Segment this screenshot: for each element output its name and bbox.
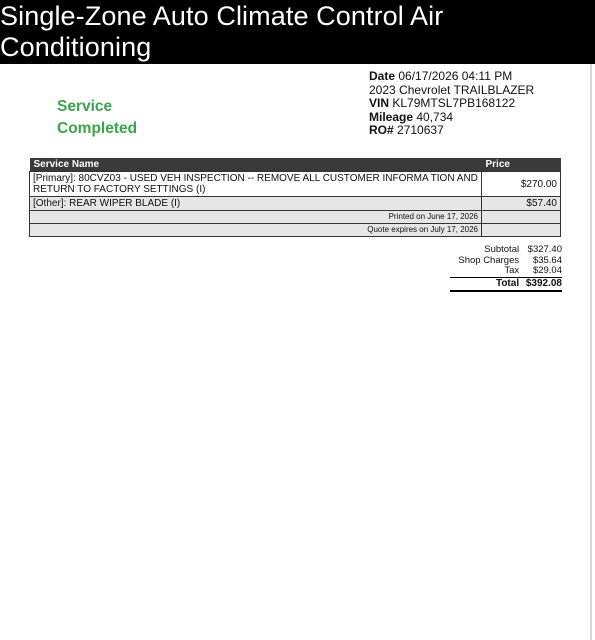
shop-charges-label: Shop Charges (458, 254, 520, 266)
vin-value: KL79MTSL7PB168122 (392, 96, 516, 110)
date-row (369, 70, 534, 84)
shop-charges-value: $35.64 (532, 254, 562, 266)
table-row (30, 172, 561, 197)
header-price: Price (482, 158, 561, 172)
service-name-cell: [Other]: REAR WIPER BLADE (I) (30, 197, 482, 211)
header-service-name: Service Name (30, 158, 482, 172)
subtotal-row (450, 245, 562, 256)
total-label: Total (450, 277, 519, 291)
printed-on-text: Printed on June 17, 2026 (30, 211, 482, 224)
quote-row (30, 224, 561, 237)
tax-label: Tax (504, 265, 520, 276)
mileage-label: Mileage (369, 109, 414, 124)
service-name-cell: [Primary]: 80CVZ03 - USED VEH INSPECTION -- REMOVE ALL CUSTOMER INFORMA TION AND RETURN TO FACTORY SETTINGS (I) (30, 172, 482, 197)
ro-label: RO# (369, 123, 394, 137)
mileage-row (369, 111, 534, 125)
ro-row (369, 124, 534, 138)
title-banner (0, 0, 595, 64)
totals-summary (450, 245, 562, 292)
vehicle-name: 2023 Chevrolet TRAILBLAZER (369, 82, 535, 97)
total-value: $392.08 (519, 277, 562, 291)
date-label: Date (369, 69, 396, 83)
services-table (29, 158, 561, 237)
tax-row (450, 266, 562, 277)
table-header (30, 158, 561, 172)
banner-title: Single-Zone Auto Climate Control Air Conditioning (0, 1, 444, 62)
page-edge (590, 64, 592, 640)
status-line-2: Completed (57, 120, 138, 137)
quote-expires-text: Quote expires on July 17, 2026 (30, 224, 482, 237)
empty-cell (482, 224, 561, 237)
vin-label: VIN (369, 96, 390, 110)
mileage-value: 40,734 (416, 109, 454, 124)
subtotal-label: Subtotal (484, 244, 520, 255)
subtotal-value: $327.40 (527, 244, 562, 255)
total-row (450, 277, 562, 291)
service-status (57, 96, 137, 140)
status-line-1: Service (57, 98, 113, 115)
empty-cell (482, 211, 561, 224)
tax-value: $29.04 (532, 265, 562, 276)
service-price-cell: $57.40 (482, 197, 561, 211)
ro-value: 2710637 (397, 123, 444, 137)
date-value: 06/17/2026 04:11 PM (398, 69, 513, 83)
printed-row (30, 211, 561, 224)
repair-order-info (369, 70, 534, 138)
vin-row (369, 97, 534, 111)
service-price-cell: $270.00 (482, 172, 561, 197)
table-row (30, 197, 561, 211)
